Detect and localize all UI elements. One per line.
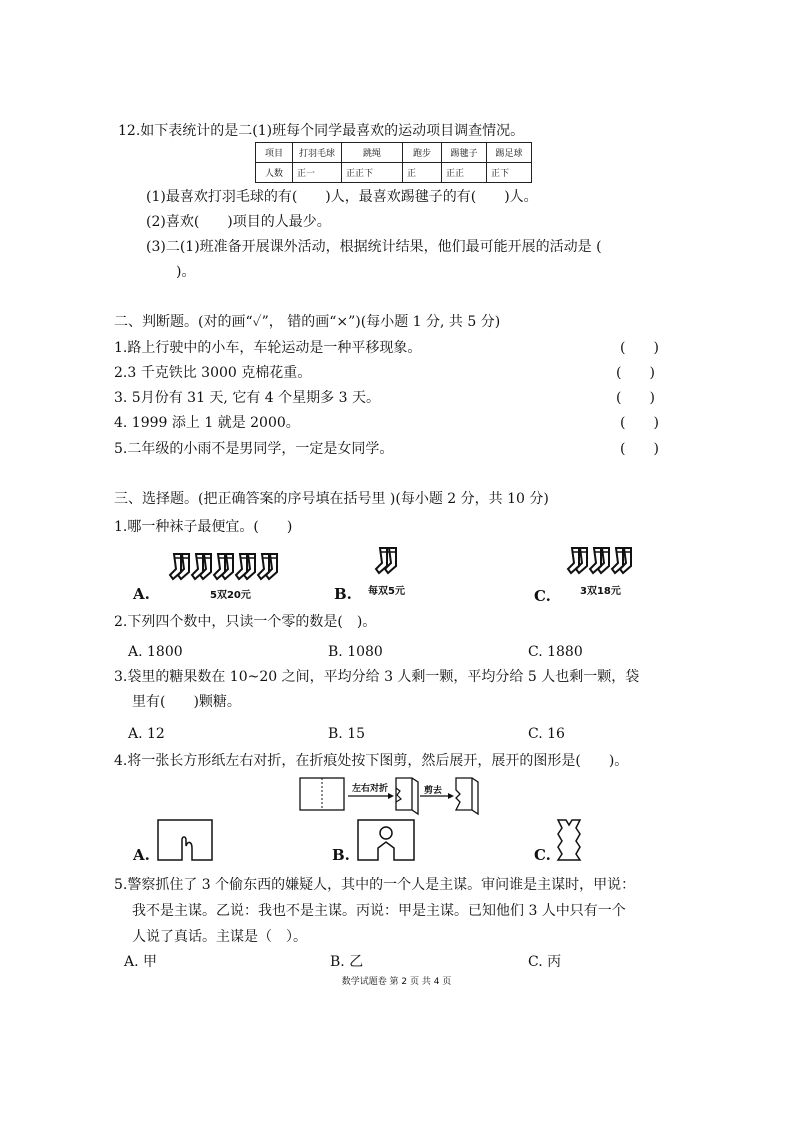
option-c-label: C. xyxy=(534,846,551,864)
q2-option-c: C. 1880 xyxy=(528,644,583,660)
q4-stem: 4.将一张长方形纸左右对折，在折痕处按下图剪，然后展开，展开的图形是( )。 xyxy=(114,753,629,769)
q2-option-b: B. 1080 xyxy=(328,644,383,660)
q3-option-c: C. 16 xyxy=(528,726,565,742)
q5-line1: 5.警察抓住了 3 个偷东西的嫌疑人，其中的一个人是主谋。审问谁是主谋时，甲说： xyxy=(114,877,636,893)
socks-three-pairs-image xyxy=(568,544,648,580)
q3-option-a: A. 12 xyxy=(128,726,165,742)
answer-paren[interactable]: ( ) xyxy=(620,415,659,431)
survey-table xyxy=(255,142,532,183)
answer-paren[interactable]: ( ) xyxy=(616,365,655,381)
q5-option-a: A. 甲 xyxy=(124,954,158,970)
judge-item-1: 1.路上行驶中的小车，车轮运动是一种平移现象。 xyxy=(114,340,422,356)
table-cell: 跑步 xyxy=(403,143,442,163)
q5-line2: 我不是主谋。乙说：我也不是主谋。丙说：甲是主谋。已知他们 3 人中只有一个 xyxy=(132,903,626,919)
section2-heading: 二、判断题。(对的画“✓”， 错的画“×”)(每小题 1 分, 共 5 分) xyxy=(114,314,501,330)
judge-item-4: 4. 1999 添上 1 就是 2000。 xyxy=(114,415,300,431)
option-c-label: C. xyxy=(534,587,551,605)
table-cell: 踢毽子 xyxy=(442,143,487,163)
q5-option-b: B. 乙 xyxy=(330,954,364,970)
q3-stem-line1: 3.袋里的糖果数在 10~20 之间，平均分给 3 人剩一颗，平均分给 5 人也剩一颗，袋 xyxy=(114,669,640,685)
table-cell: 人数 xyxy=(256,163,293,183)
q5-line3: 人说了真话。主谋是（ ）。 xyxy=(132,929,307,945)
table-cell: 正一 xyxy=(293,163,342,183)
q2-option-a: A. 1800 xyxy=(128,644,183,660)
q5-option-c: C. 丙 xyxy=(528,954,562,970)
answer-paren[interactable]: ( ) xyxy=(620,441,659,457)
table-row xyxy=(256,143,532,163)
socks-price-caption: 每双5元 xyxy=(368,586,405,597)
q3-option-b: B. 15 xyxy=(328,726,366,742)
option-a-label: A. xyxy=(133,846,150,864)
table-cell: 正正 xyxy=(442,163,487,183)
socks-price-caption: 5双20元 xyxy=(210,590,251,601)
q12-sub3: (3)二(1)班准备开展课外活动，根据统计结果，他们最可能开展的活动是 ( xyxy=(146,239,602,255)
answer-paren[interactable]: ( ) xyxy=(616,390,655,406)
table-row xyxy=(256,163,532,183)
fold-label: 左右对折 xyxy=(352,784,389,794)
table-cell: 正 xyxy=(403,163,442,183)
q12-stem: 12.如下表统计的是二(1)班每个同学最喜欢的运动项目调查情况。 xyxy=(118,123,525,139)
q12-sub3-tail: )。 xyxy=(176,264,196,280)
q2-stem: 2.下列四个数中，只读一个零的数是( )。 xyxy=(114,614,377,630)
cut-label: 剪去 xyxy=(424,786,443,796)
judge-item-3: 3. 5月份有 31 天, 它有 4 个星期多 3 天。 xyxy=(114,390,380,406)
q3-stem-line2: 里有( )颗糖。 xyxy=(132,694,241,710)
table-cell: 项目 xyxy=(256,143,293,163)
table-cell: 正正下 xyxy=(342,163,403,183)
unfolded-shape-a xyxy=(156,818,214,862)
fold-cut-diagram xyxy=(298,774,498,816)
judge-item-5: 5.二年级的小雨不是男同学，一定是女同学。 xyxy=(114,441,394,457)
table-cell: 踢足球 xyxy=(487,143,532,163)
q1-stem: 1.哪一种袜子最便宜。( ) xyxy=(114,519,293,535)
judge-item-2: 2.3 千克铁比 3000 克棉花重。 xyxy=(114,365,312,381)
answer-paren[interactable]: ( ) xyxy=(620,340,659,356)
option-a-label: A. xyxy=(133,585,150,603)
section3-heading: 三、选择题。(把正确答案的序号填在括号里 )(每小题 2 分，共 10 分) xyxy=(114,491,549,507)
socks-price-caption: 3双18元 xyxy=(580,586,621,597)
page-footer: 数学试题卷 第 2 页 共 4 页 xyxy=(341,977,452,987)
table-cell: 跳绳 xyxy=(342,143,403,163)
q12-sub1: (1)最喜欢打羽毛球的有( )人，最喜欢踢毽子的有( )人。 xyxy=(146,189,538,205)
q12-sub2: (2)喜欢( )项目的人最少。 xyxy=(146,214,331,230)
option-b-label: B. xyxy=(332,846,350,864)
table-cell: 打羽毛球 xyxy=(293,143,342,163)
option-b-label: B. xyxy=(334,585,352,603)
socks-five-pairs-image xyxy=(170,550,290,586)
socks-one-pair-image xyxy=(374,544,404,580)
unfolded-shape-b xyxy=(356,818,416,862)
table-cell: 正下 xyxy=(487,163,532,183)
unfolded-shape-c xyxy=(556,818,586,862)
